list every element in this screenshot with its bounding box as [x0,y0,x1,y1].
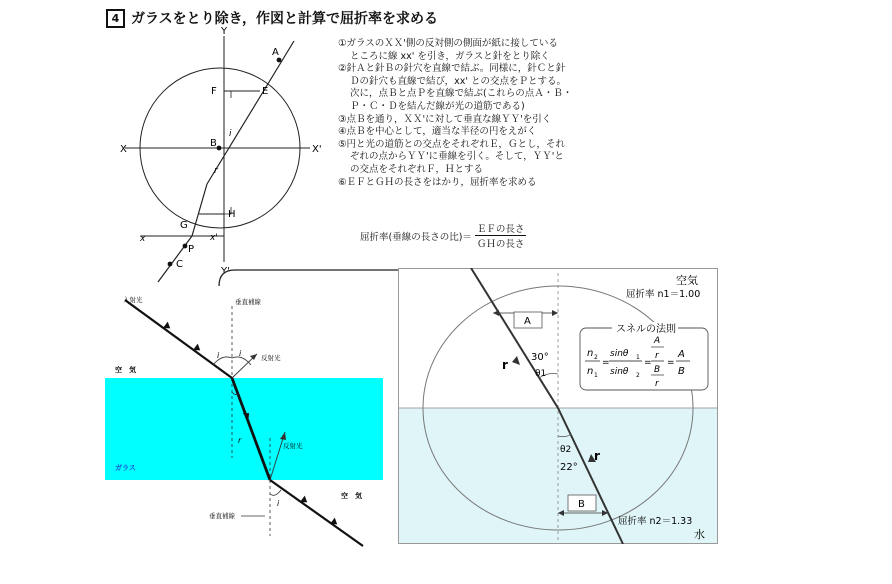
label-normal-bottom: 垂直補線 [209,512,235,520]
label-g: G [180,220,188,231]
label-i-reflect: i [239,349,242,358]
label-xp: X' [312,144,322,155]
label-y: Y [221,26,228,37]
step-line: ぞれの点からＹＹ'に垂線を引く。そして，ＹＹ'と [350,151,564,163]
refracted-ray [192,184,207,236]
bracket-line [215,262,405,288]
step-number-badge: 4 [106,9,125,28]
pin-p [183,244,188,249]
label-theta1: θ1 [535,369,547,379]
formula-fraction [475,221,527,250]
eq-equals-3: = [667,358,675,368]
label-yp: Y' [221,266,230,277]
snell-law-title: スネルの法則 [616,324,676,335]
step-line: の交点をそれぞれＦ，Ｈとする [350,163,484,175]
eq-n1: n [587,366,594,377]
incident-ray [125,300,232,378]
label-i2: i [277,499,280,508]
label-angle-i: i [229,129,232,139]
label-h: H [228,209,236,220]
label-i: i [217,351,220,360]
glass-slab [105,378,383,480]
label-air-bottom: 空 気 [341,492,362,500]
eq-n2: n [587,348,594,359]
label-theta2: θ2 [560,445,572,455]
refractive-index-formula [360,221,526,250]
formula-denominator: ＧＨの長さ [476,239,525,250]
label-glass: ガラス [115,464,136,472]
procedure-steps [338,38,610,189]
label-angle1: 30° [531,352,549,363]
label-e: E [262,86,269,97]
step-line: ①ガラスのＸＸ'側の反対側の側面が紙に接している [338,38,558,49]
snell-law-diagram [398,268,718,544]
angle-i2-arc [270,490,281,495]
formula-lhs: 屈折率(垂線の長さの比)＝ [360,231,472,243]
eq-n1-sub: 1 [594,372,598,379]
label-p: P [188,244,195,255]
step-line: ②針Ａと針Ｂの針穴を直線で結ぶ。同様に，針Ｃと針 [338,63,566,75]
step-line: ⑥ＥＦとＧＨの長さをはかり，屈折率を求める [338,176,537,188]
label-incident: 入射光 [123,296,143,304]
step-line: ところに線 xx' を引き，ガラスと針をとり除く [350,50,550,62]
label-n1: 屈折率 n1＝1.00 [626,289,701,300]
eq-frac-r-top: r [655,351,659,361]
label-x: X [120,144,127,155]
label-f: F [211,86,217,97]
step-line: ④点Ｂを中心として，適当な半径の円をえがく [338,126,537,138]
formula-numerator: ＥＦの長さ [475,221,527,236]
label-c: C [176,259,183,270]
glass-refraction-diagram [105,288,390,550]
exit-ray [158,236,195,282]
step-line: ⑤円と光の道筋との交点をそれぞれＥ，Ｇとし，それ [338,138,566,150]
pin-b [217,146,222,151]
pin-a [277,58,282,63]
angle-i-arc [213,357,232,365]
label-water: 水 [694,528,705,541]
eq-n2-sub: 2 [594,354,598,361]
label-angle2: 22° [560,462,578,473]
pin-c [168,262,173,267]
label-angle-r: r [214,166,218,176]
angle-reflect-arc [232,357,251,365]
step-line: 次に，点Ｂと点Ｐを直線で結ぶ(これらの点Ａ・Ｂ・ [350,88,573,100]
eq-frac-a: A [654,336,661,346]
incident-ray [207,41,294,184]
eq-frac-b: B [654,365,661,375]
label-reflected-2: 反射光 [283,442,303,450]
right-angle-f [224,91,231,98]
eq-sin2: sinθ [610,367,629,377]
label-a: A [272,47,279,58]
label-normal-top: 垂直補線 [235,298,261,306]
eq-sin1-sub: 1 [636,354,640,361]
label-b: B [210,138,217,149]
label-air: 空気 [676,274,698,287]
eq-frac-r-bottom: r [655,379,659,389]
step-line: Ｄの針穴も直線で結び，xx' との交点をＰとする。 [350,75,566,87]
step-line: ③点Ｂを通り，ＸＸ'に対して垂直な線ＹＹ'を引く [338,113,552,125]
label-a: A [524,316,531,327]
label-b: B [578,499,585,510]
label-air-top: 空 気 [115,366,136,374]
eq-a: A [678,349,685,360]
eq-b: B [678,366,685,377]
eq-sin1: sinθ [610,349,629,359]
step-line: Ｐ・Ｃ・Ｄを結んだ線が光の道筋である) [350,100,525,112]
label-n2: 屈折率 n2＝1.33 [618,516,693,527]
exit-ray [270,480,363,546]
label-small-x: x [140,234,146,244]
eq-equals-1: = [602,358,610,368]
eq-equals-2: = [644,358,652,368]
label-r1: r [502,358,508,372]
construction-diagram [120,24,330,286]
label-r2: r [594,449,600,463]
label-r: r [238,436,242,445]
label-reflected: 反射光 [261,354,281,362]
label-small-xp: x' [210,233,218,243]
eq-sin2-sub: 2 [636,372,640,379]
title-text: ガラスをとり除き，作図と計算で屈折率を求める [131,11,439,27]
